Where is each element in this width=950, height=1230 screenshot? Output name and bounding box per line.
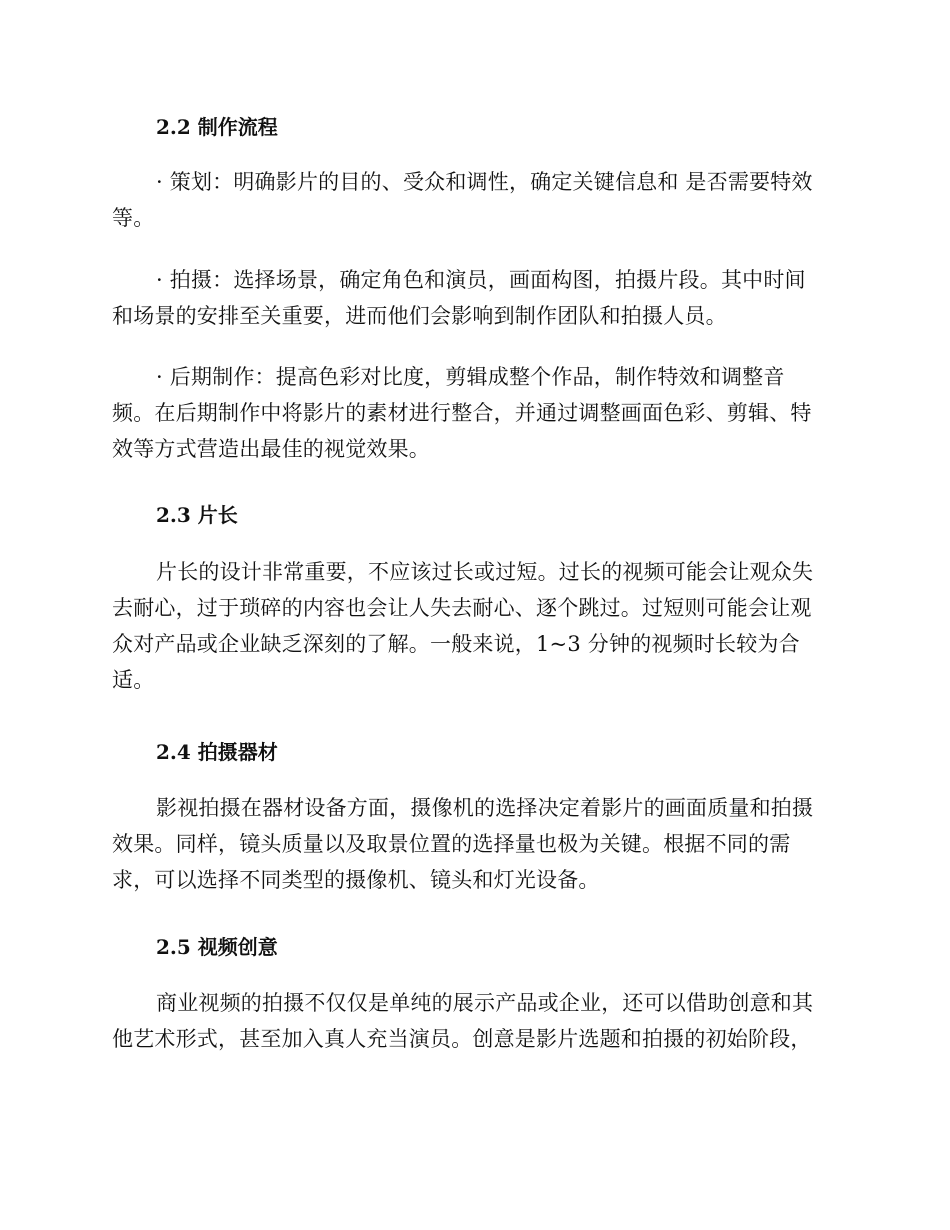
section-heading-2-3: 2.3 片长 (156, 503, 238, 527)
bullet-planning (112, 164, 832, 236)
text-line: 和场景的安排至关重要，进而他们会影响到制作团队和拍摄人员。 (112, 304, 727, 328)
paragraph-equipment (112, 790, 832, 898)
text-line: 他艺术形式，甚至加入真人充当演员。创意是影片选题和拍摄的初始阶段， (112, 1027, 812, 1051)
section-heading-2-4: 2.4 拍摄器材 (156, 740, 278, 764)
text-line: 众对产品或企业缺乏深刻的了解。一般来说，1~3 分钟的视频时长较为合 (112, 632, 800, 656)
text-line: · 拍摄：选择场景，确定角色和演员，画面构图，拍摄片段。其中时间 (156, 268, 806, 292)
text-line: 商业视频的拍摄不仅仅是单纯的展示产品或企业，还可以借助创意和其 (156, 991, 814, 1015)
section-heading-2-2: 2.2 制作流程 (156, 115, 278, 139)
text-line: 求，可以选择不同类型的摄像机、镜头和灯光设备。 (112, 868, 600, 892)
text-line: 影视拍摄在器材设备方面，摄像机的选择决定着影片的画面质量和拍摄 (156, 796, 814, 820)
section-heading-2-5: 2.5 视频创意 (156, 935, 278, 959)
bullet-post-production (112, 359, 832, 467)
text-line: · 后期制作：提高色彩对比度，剪辑成整个作品，制作特效和调整音 (156, 365, 785, 389)
paragraph-creativity (112, 985, 832, 1057)
bullet-shooting (112, 262, 832, 334)
paragraph-length (112, 554, 832, 698)
text-line: 等。 (112, 206, 155, 230)
text-line: 适。 (112, 668, 155, 692)
text-line: 片长的设计非常重要，不应该过长或过短。过长的视频可能会让观众失 (156, 560, 814, 584)
text-line: · 策划：明确影片的目的、受众和调性，确定关键信息和 是否需要特效 (156, 170, 813, 194)
text-line: 频。在后期制作中将影片的素材进行整合，并通过调整画面色彩、剪辑、特 (112, 401, 812, 425)
text-line: 去耐心，过于琐碎的内容也会让人失去耐心、逐个跳过。过短则可能会让观 (112, 596, 812, 620)
text-line: 效果。同样，镜头质量以及取景位置的选择量也极为关键。根据不同的需 (112, 832, 791, 856)
text-line: 效等方式营造出最佳的视觉效果。 (112, 437, 430, 461)
